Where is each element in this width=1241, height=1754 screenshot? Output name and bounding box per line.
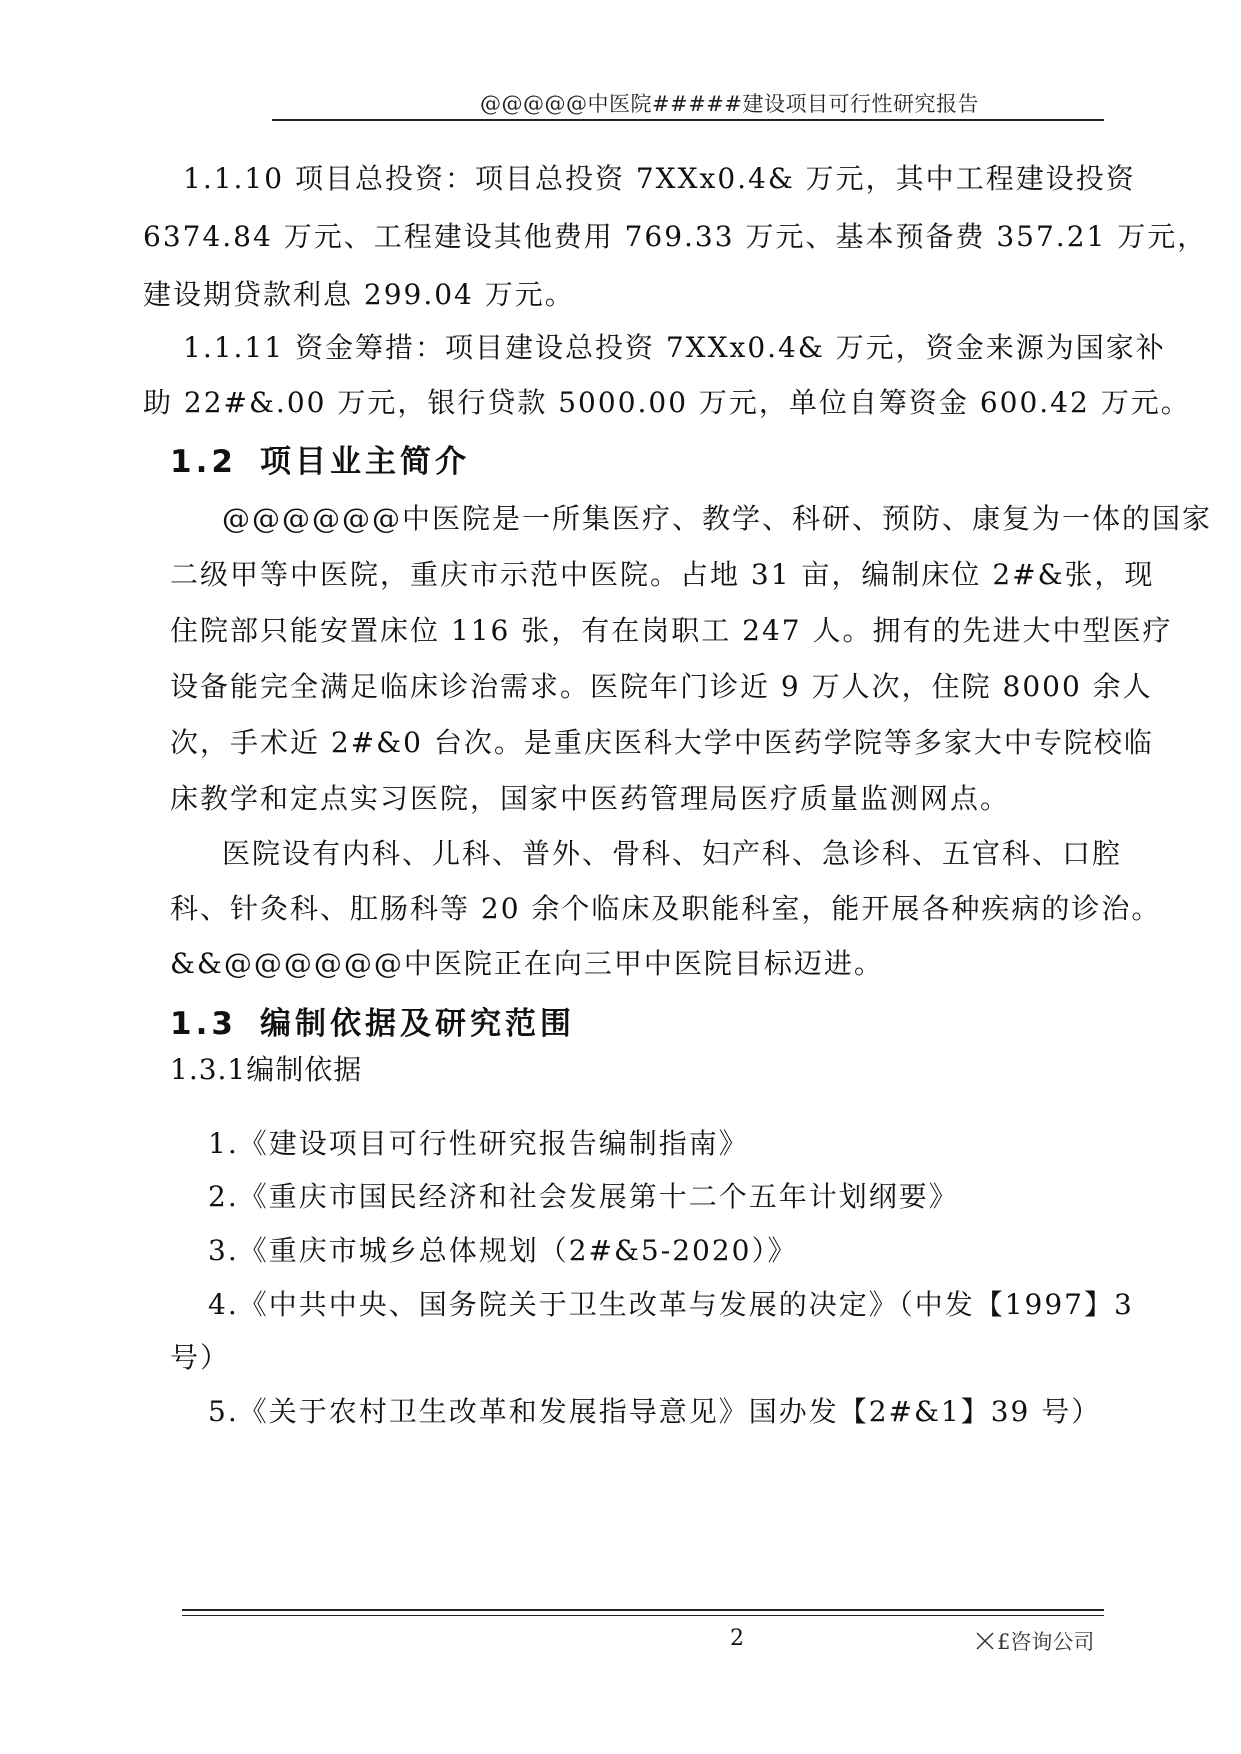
footer-company [975,1626,1094,1656]
s1-2-para2-line: 医院设有内科、儿科、普外、骨科、妇产科、急诊科、五官科、口腔 [222,837,1123,870]
s1-2-para1-line: @@@@@@中医院是一所集医疗、教学、科研、预防、康复为一体的国家 [222,502,1213,535]
footer-rule [182,1609,1104,1611]
header-rule [272,119,1104,121]
reference-item: 3.《重庆市城乡总体规划（2#&5-2020）》 [208,1234,798,1267]
s1-2-para1-line: 住院部只能安置床位 116 张，有在岗职工 247 人。拥有的先进大中型医疗 [170,614,1173,647]
section-number: 1.3 [170,1006,237,1042]
section-heading-1-2 [170,436,470,481]
s1-2-para1-line: 二级甲等中医院，重庆市示范中医院。占地 31 亩，编制床位 2#&张，现 [170,558,1155,591]
reference-item: 5.《关于农村卫生改革和发展指导意见》国办发【2#&1】39 号） [208,1395,1102,1428]
s1-2-para1-line: 设备能完全满足临床诊治需求。医院年门诊近 9 万人次，住院 8000 余人 [170,670,1153,703]
s1-1-10-line1: 1.1.10 项目总投资：项目总投资 7XXx0.4& 万元，其中工程建设投资 [183,162,1136,195]
page-header-title: @@@@@中医院#####建设项目可行性研究报告 [480,92,979,116]
reference-item: 2.《重庆市国民经济和社会发展第十二个五年计划纲要》 [208,1180,959,1213]
subsection-1-3-1: 1.3.1编制依据 [170,1053,363,1086]
x-mark-icon [975,1631,995,1651]
section-title: 项目业主简介 [260,444,470,480]
section-number: 1.2 [170,444,237,480]
section-heading-1-3 [170,998,575,1043]
footer-rule-thin [182,1615,1104,1616]
page-number: 2 [730,1626,744,1651]
reference-item-continuation: 号） [170,1341,231,1374]
reference-item: 1.《建设项目可行性研究报告编制指南》 [208,1127,749,1160]
s1-1-11-line1: 1.1.11 资金筹措：项目建设总投资 7XXx0.4& 万元，资金来源为国家补 [183,331,1166,364]
s1-2-para2-line: &&@@@@@@中医院正在向三甲中医院目标迈进。 [170,947,884,980]
s1-2-para1-line: 次，手术近 2#&0 台次。是重庆医科大学中医药学院等多家大中专院校临 [170,726,1154,759]
s1-1-11-line2: 助 22#&.00 万元，银行贷款 5000.00 万元，单位自筹资金 600.42 万元。 [143,386,1191,419]
company-name: £咨询公司 [997,1630,1095,1654]
reference-item: 4.《中共中央、国务院关于卫生改革与发展的决定》（中发【1997】3 [208,1288,1134,1321]
s1-1-10-line3: 建设期贷款利息 299.04 万元。 [143,278,575,311]
s1-1-10-line2: 6374.84 万元、工程建设其他费用 769.33 万元、基本预备费 357.21 万元， [143,220,1208,253]
s1-2-para2-line: 科、针灸科、肛肠科等 20 余个临床及职能科室，能开展各种疾病的诊治。 [170,892,1162,925]
section-title: 编制依据及研究范围 [260,1006,575,1042]
s1-2-para1-line: 床教学和定点实习医院，国家中医药管理局医疗质量监测网点。 [170,782,1011,815]
